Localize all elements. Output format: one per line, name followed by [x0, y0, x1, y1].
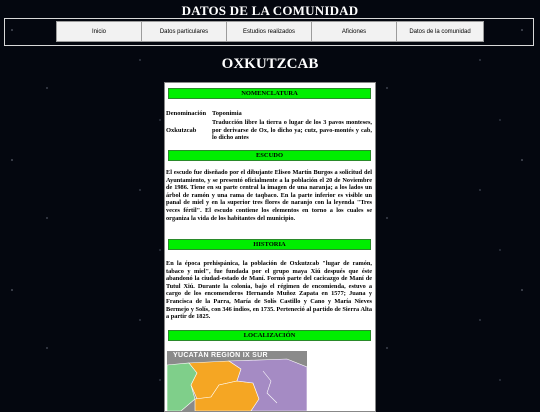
section-bar-historia: HISTORIA	[168, 239, 371, 250]
content-panel	[164, 82, 376, 412]
historia-text: En la época prehispánica, la población de Oxkutzcab "lugar de ramón, tabaco y miel", fue fundada por el grupo maya Xiú después que éste abandonó la ciudad-estado de Maní. Formó parte del cacicazgo de Maní de Tutul Xiú. Durante la colonia, bajo el régimen de encomienda, estuvo a cargo de los encomenderos Hernando Muñoz Zapata en 1577; Juana y Francisca de la Parra, María de Solís Castillo y Cano y María Nieves Bermejo y Solís, con 346 indios, en 1735. Perteneció al partido de Sierra Alta a partir de 1825.	[166, 260, 372, 321]
column-header-denominacion: Denominación	[166, 110, 207, 117]
community-name: Oxkutzcab	[166, 127, 197, 134]
section-bar-localizacion: LOCALIZACIÓN	[168, 330, 371, 341]
section-bar-escudo: ESCUDO	[168, 150, 371, 161]
page-heading: OXKUTZCAB	[221, 56, 319, 72]
region-map	[167, 351, 307, 411]
map-title: YUCATÁN REGIÓN IX SUR	[173, 352, 268, 359]
nav-datos-comunidad-button[interactable]: Datos de la comunidad	[396, 21, 484, 42]
nav-datos-particulares-button[interactable]: Datos particulares	[141, 21, 227, 42]
site-title: DATOS DE LA COMUNIDAD	[181, 3, 359, 18]
nav-estudios-realizados-button[interactable]: Estudios realizados	[226, 21, 312, 42]
column-header-toponimia: Toponimia	[212, 110, 242, 117]
escudo-text: El escudo fue diseñado por el dibujante Eliseo Martín Burgos a solicitud del Ayuntamiento, y se presentó oficialmente a la población el 20 de Noviembre de 1986. Tiene en su parte central la imagen de una naranja; a los lados un árbol de ramón y una rama de taqbaco. En la parte inferior es visible un panal de miel y en la superior tres flores de naranjo con la leyenda "Tres veces fértil". El escudo contiene los elementos en torno a los cuales se organiza la vida de los habitantes del municipio.	[166, 169, 372, 222]
top-navigation	[4, 18, 534, 46]
nav-inicio-button[interactable]: Inicio	[56, 21, 142, 42]
nav-aficiones-button[interactable]: Aficiones	[311, 21, 397, 42]
toponymy-translation: Traducción libre la tierra o lugar de los 3 pavos monteses, por derivarse de Ox, lo dicho ya; cutz, pavo-montés y cab, lo dicho antes	[212, 119, 372, 142]
section-bar-nomenclatura: NOMENCLATURA	[168, 88, 371, 99]
region-map-graphic	[167, 351, 307, 411]
